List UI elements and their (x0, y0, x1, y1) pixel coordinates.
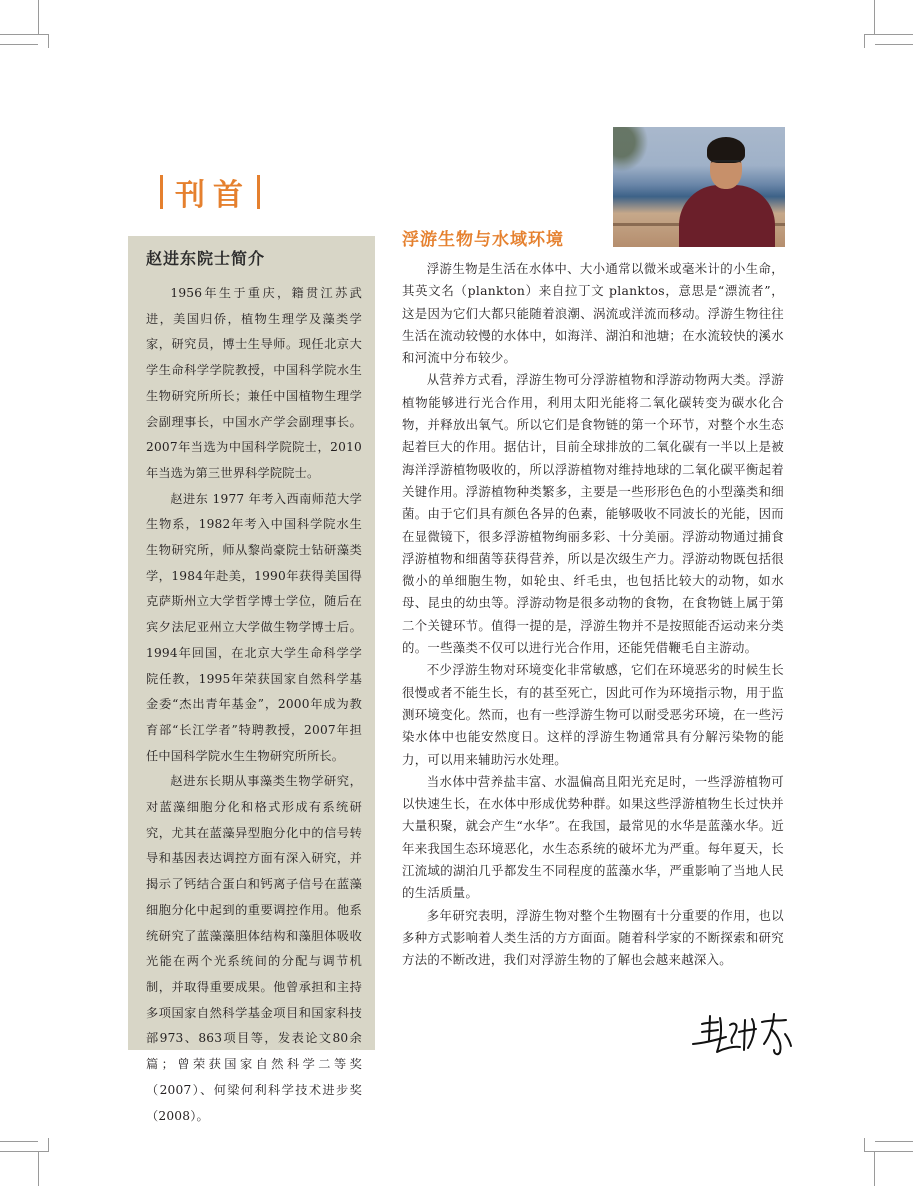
crop-mark (875, 44, 913, 45)
crop-mark (0, 1141, 38, 1142)
crop-mark (864, 1138, 865, 1152)
crop-mark (875, 1141, 913, 1142)
crop-mark (0, 1151, 49, 1152)
crop-mark (48, 34, 49, 48)
bio-sidebar (128, 236, 375, 1123)
article-title: 浮游生物与水域环境 (402, 230, 564, 250)
crop-mark (0, 44, 38, 45)
bio-paragraph: 赵进东长期从事藻类生物学研究，对蓝藻细胞分化和格式形成有系统研究，尤其在蓝藻异型胞分化中的信号转导和基因表达调控方面有深入研究，并揭示了钙结合蛋白和钙离子信号在蓝藻细胞分化中起到的重要调控作用。他系统研究了蓝藻藻胆体结构和藻胆体吸收光能在两个光系统间的分配与调节机制，并取得重要成果。他曾承担和主持多项国家自然科学基金项目和国家科技部973、863项目等，发表论文80余篇；曾荣获国家自然科学二等奖（2007）、何梁何利科学技术进步奖（2008）。 (146, 774, 362, 1123)
crop-mark (874, 0, 875, 34)
person-body (679, 185, 775, 247)
article-paragraph: 不少浮游生物对环境变化非常敏感，它们在环境恶劣的时候生长很慢或者不能生长，有的甚至死亡，因此可作为环境指示物，用于监测环境变化。然而，也有一些浮游生物可以耐受恶劣环境，在一些污染水体中也能安然度日。这样的浮游生物通常具有分解污染物的能力，可以用来辅助污水处理。 (402, 662, 784, 767)
section-title: 刊首 (175, 178, 251, 213)
crop-mark (38, 1152, 39, 1186)
crop-mark (864, 1151, 913, 1152)
header-bar-right (257, 175, 260, 209)
bio-paragraph: 1956年生于重庆，籍贯江苏武进，美国归侨，植物生理学及藻类学家，研究员，博士生导师。现任北京大学生命科学学院教授，中国科学院水生生物研究所所长；兼任中国植物生理学会副理事长，中国水产学会副理事长。2007年当选为中国科学院院士，2010年当选为第三世界科学院院士。 (146, 286, 362, 480)
article-body (402, 258, 784, 972)
bio-paragraph: 赵进东 1977 年考入西南师范大学生物系，1982年考入中国科学院水生生物研究所，师从黎尚豪院士钻研藻类学，1984年赴美，1990年获得美国得克萨斯州立大学哲学博士学位，随后在宾夕法尼亚州立大学做生物学博士后。1994年回国，在北京大学生命科学学院任教，1995年荣获国家自然科学基金委“杰出青年基金”，2000年成为教育部“长江学者”特聘教授，2007年担任中国科学院水生生物研究所所长。 (146, 491, 362, 763)
crop-mark (874, 1152, 875, 1186)
bio-title: 赵进东院士简介 (146, 249, 266, 268)
crop-mark (864, 34, 865, 48)
article-paragraph: 浮游生物是生活在水体中、大小通常以微米或毫米计的小生命，其英文名（plankton）来自拉丁文 planktos，意思是“漂流者”，这是因为它们大都只能随着浪潮、涡流或洋流而移动。浮游生物往往生活在流动较慢的水体中，如海洋、湖泊和池塘；在水流较快的溪水和河流中分布较少。 (402, 261, 784, 366)
portrait-photo (613, 127, 785, 247)
signature-image (690, 1010, 795, 1065)
section-header (160, 172, 290, 212)
palm-foliage (613, 127, 653, 177)
crop-mark (0, 34, 49, 35)
crop-mark (38, 0, 39, 34)
crop-mark (48, 1138, 49, 1152)
article-paragraph: 多年研究表明，浮游生物对整个生物圈有十分重要的作用，也以多种方式影响着人类生活的方方面面。随着科学家的不断探索和研究方法的不断改进，我们对浮游生物的了解也会越来越深入。 (402, 907, 784, 968)
article-paragraph: 从营养方式看，浮游生物可分浮游植物和浮游动物两大类。浮游植物能够进行光合作用，利用太阳光能将二氧化碳转变为碳水化合物，并释放出氧气。所以它们是食物链的第一个环节，对整个水生态起着巨大的作用。据估计，目前全球排放的二氧化碳有一半以上是被海洋浮游植物吸收的，所以浮游植物对维持地球的二氧化碳平衡起着关键作用。浮游植物种类繁多，主要是一些形形色色的小型藻类和细菌。由于它们具有颜色各异的色素，能够吸收不同波长的光能，因而在显微镜下，很多浮游植物绚丽多彩、十分美丽。浮游动物通过捕食浮游植物和细菌等获得营养，所以是次级生产力。浮游动物既包括很微小的单细胞生物，如轮虫、纤毛虫，也包括比较大的动物，如水母、昆虫的幼虫等。浮游动物是很多动物的食物，在食物链上属于第二个关键环节。值得一提的是，浮游生物并不是按照能否运动来分类的。一些藻类不仅可以进行光合作用，还能凭借鞭毛自主游动。 (402, 372, 784, 656)
article-paragraph: 当水体中营养盐丰富、水温偏高且阳光充足时，一些浮游植物可以快速生长，在水体中形成优势种群。如果这些浮游植物生长过快并大量积聚，就会产生“水华”。在我国，最常见的水华是蓝藻水华。近年来我国生态环境恶化，水生态系统的破坏尤为严重。每年夏天，长江流域的湖泊几乎都发生不同程度的蓝藻水华，严重影响了当地人民的生活质量。 (402, 773, 784, 901)
crop-mark (864, 34, 913, 35)
person-glasses (711, 160, 741, 169)
